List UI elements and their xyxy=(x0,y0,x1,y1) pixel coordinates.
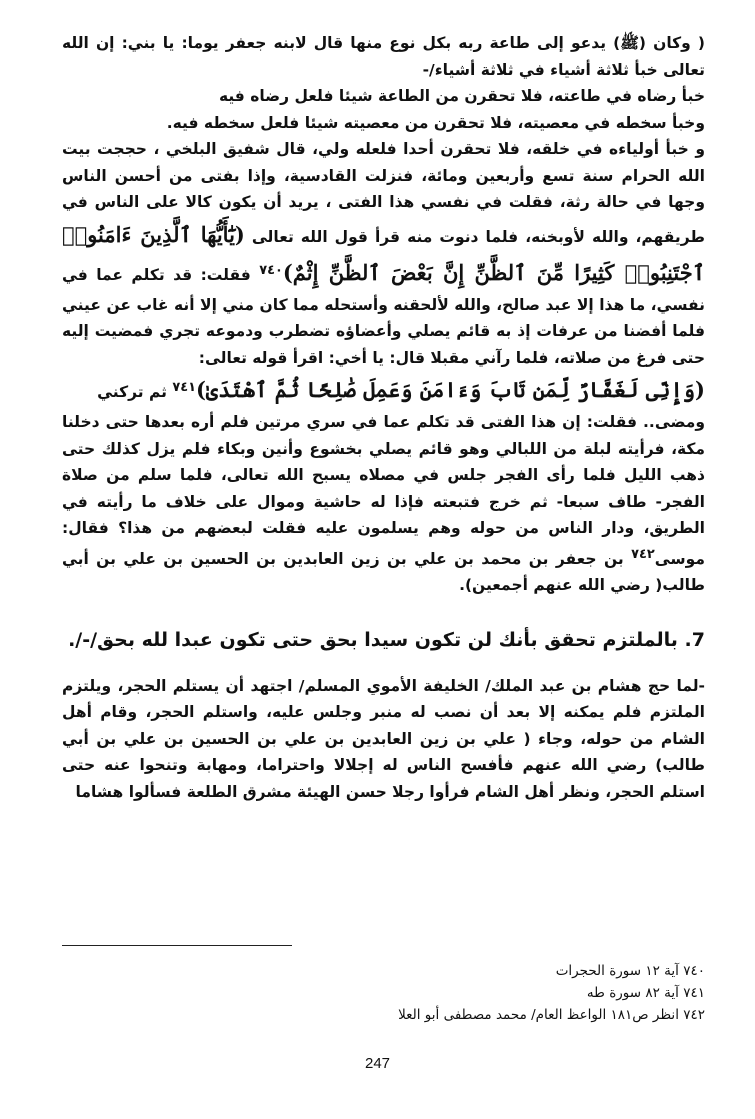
footnote-ref-742: ٧٤٢ xyxy=(631,546,655,562)
section-heading: 7. بالملتزم تحقق بأنك لن تكون سيدا بحق حتى تكون عبدا لله بحق/-/. xyxy=(68,628,705,651)
footnote-ref-740: ٧٤٠ xyxy=(259,262,283,278)
paragraph-musa-text: ومضى.. فقلت: إن هذا الفتى قد تكلم عما في سري مرتين فلم أره بعدها حتى دخلنا مكة، فرأيته لبلة من اللبالي وهو قائم يصلي بخشوع وأنين وبكاء فلم يزل كذلك حتى ذهب الليل فلما رأى الفجر جلس في مصلاه يسبح الله تعالى، فلما سلم من صلاة الفجر- طاف سبعا- ثم خرج فتبعته فإذا له حاشية وموال على خلاف ما رأيته في الطريق، ودار الناس من حوله وهم يسلمون عليه فقلت لبعضهم من هذا؟ فقال: موسى xyxy=(62,413,705,568)
footnote-divider xyxy=(62,945,292,946)
quran-verse-2: (وَإِنِّى لَغَفَّارٌ لِّمَن تَابَ وَءَامَنَ وَعَمِلَ صَٰلِحًا ثُمَّ ٱهْتَدَىٰ) xyxy=(195,377,705,402)
footnotes xyxy=(62,960,705,1026)
paragraph-saints xyxy=(62,136,705,371)
paragraph-verse-2 xyxy=(62,371,705,409)
quran-verse-1: (يَٰٓأَيُّهَا ٱلَّذِينَ ءَامَنُوا۟ ٱجْتَنِبُوا۟ كَثِيرًا مِّنَ ٱلظَّنِّ إِنَّ بَعْضَ ٱلظَّنِّ إِثْمٌ) xyxy=(62,221,705,285)
footnote-740: ٧٤٠ آية ١٢ سورة الحجرات xyxy=(555,963,705,979)
paragraph-musa-tail: بن جعفر بن محمد بن علي بن زين العابدين بن الحسين بن علي بن أبي طالب( رضي الله عنهم أجمعين). xyxy=(62,549,705,595)
paragraph-intro: ( وكان (ﷺ) يدعو إلى طاعة ربه بكل نوع منها قال لابنه جعفر يوما: يا بني: إن الله تعالى خبأ ثلاثة أشياء في ثلاثة أشياء/- xyxy=(62,34,705,79)
footnote-742: ٧٤٢ انظر ص١٨١ الواعظ العام/ محمد مصطفى أبو العلا xyxy=(398,1007,705,1023)
paragraph-after-verse-1: فقلت: قد تكلم عما في نفسي، ما هذا إلا عبد صالح، والله لألحقنه وأستحله مما كان مني إلا أنه غاب عن عيني فلما أفضنا من عرفات إذ به قائم يصلي وأعضاؤه تضطرب ودموعه تجري فمضيت إليه حتى فرغ من صلاته، فلما رآني مقبلا قال: يا أخي: اقرأ قوله تعالى: xyxy=(62,265,705,367)
paragraph-obedience: خبأ رضاه في طاعته، فلا تحقرن من الطاعة شيئا فلعل رضاه فيه xyxy=(218,87,705,105)
main-text xyxy=(62,30,705,805)
footnote-741: ٧٤١ آية ٨٢ سورة طه xyxy=(586,985,705,1001)
paragraph-saints-text: و خبأ أولياءه في خلقه، فلا تحقرن أحدا فلعله ولي، قال شفيق البلخي ، حججت بيت الله الحرام سنة تسع وأربعين ومائة، فنزلت القادسية، وإذا بفتى من أحسن الناس وجها في حالة رثة، فقلت في نفسي هذا الفتى ، يريد أن يكون كالا على الناس في طريقهم، والله لأوبخنه، فلما دنوت منه قرأ قول الله تعالى xyxy=(62,140,705,246)
paragraph-musa xyxy=(62,409,705,599)
paragraph-disobedience: وخبأ سخطه في معصيته، فلا تحقرن من معصيته شيئا فلعل سخطه فيه. xyxy=(166,113,705,132)
footnote-ref-741: ٧٤١ xyxy=(172,379,196,395)
paragraph-hisham: -لما حج هشام بن عبد الملك/ الخليفة الأموي المسلم/ اجتهد أن يستلم الحجر، ويلتزم الملتزم فلم يمكنه إلا بعد أن نصب له منبر وجلس عليه، واستلم الحجر، وقام أهل الشام من حوله، وجاء ( علي بن زين العابدين بن علي بن الحسين بن علي بن أبي طالب) رضي الله عنهم فأفسح الناس له إجلالا واحتراما، ومهابة وتنحوا عنه حتى استلم الحجر، ونظر أهل الشام فرأوا رجلا حسن الهيئة مشرق الطلعة فسألوا هشاما xyxy=(62,676,705,801)
page-number: 247 xyxy=(364,1055,391,1072)
after-verse-2-lead: ثم تركني xyxy=(97,383,167,401)
